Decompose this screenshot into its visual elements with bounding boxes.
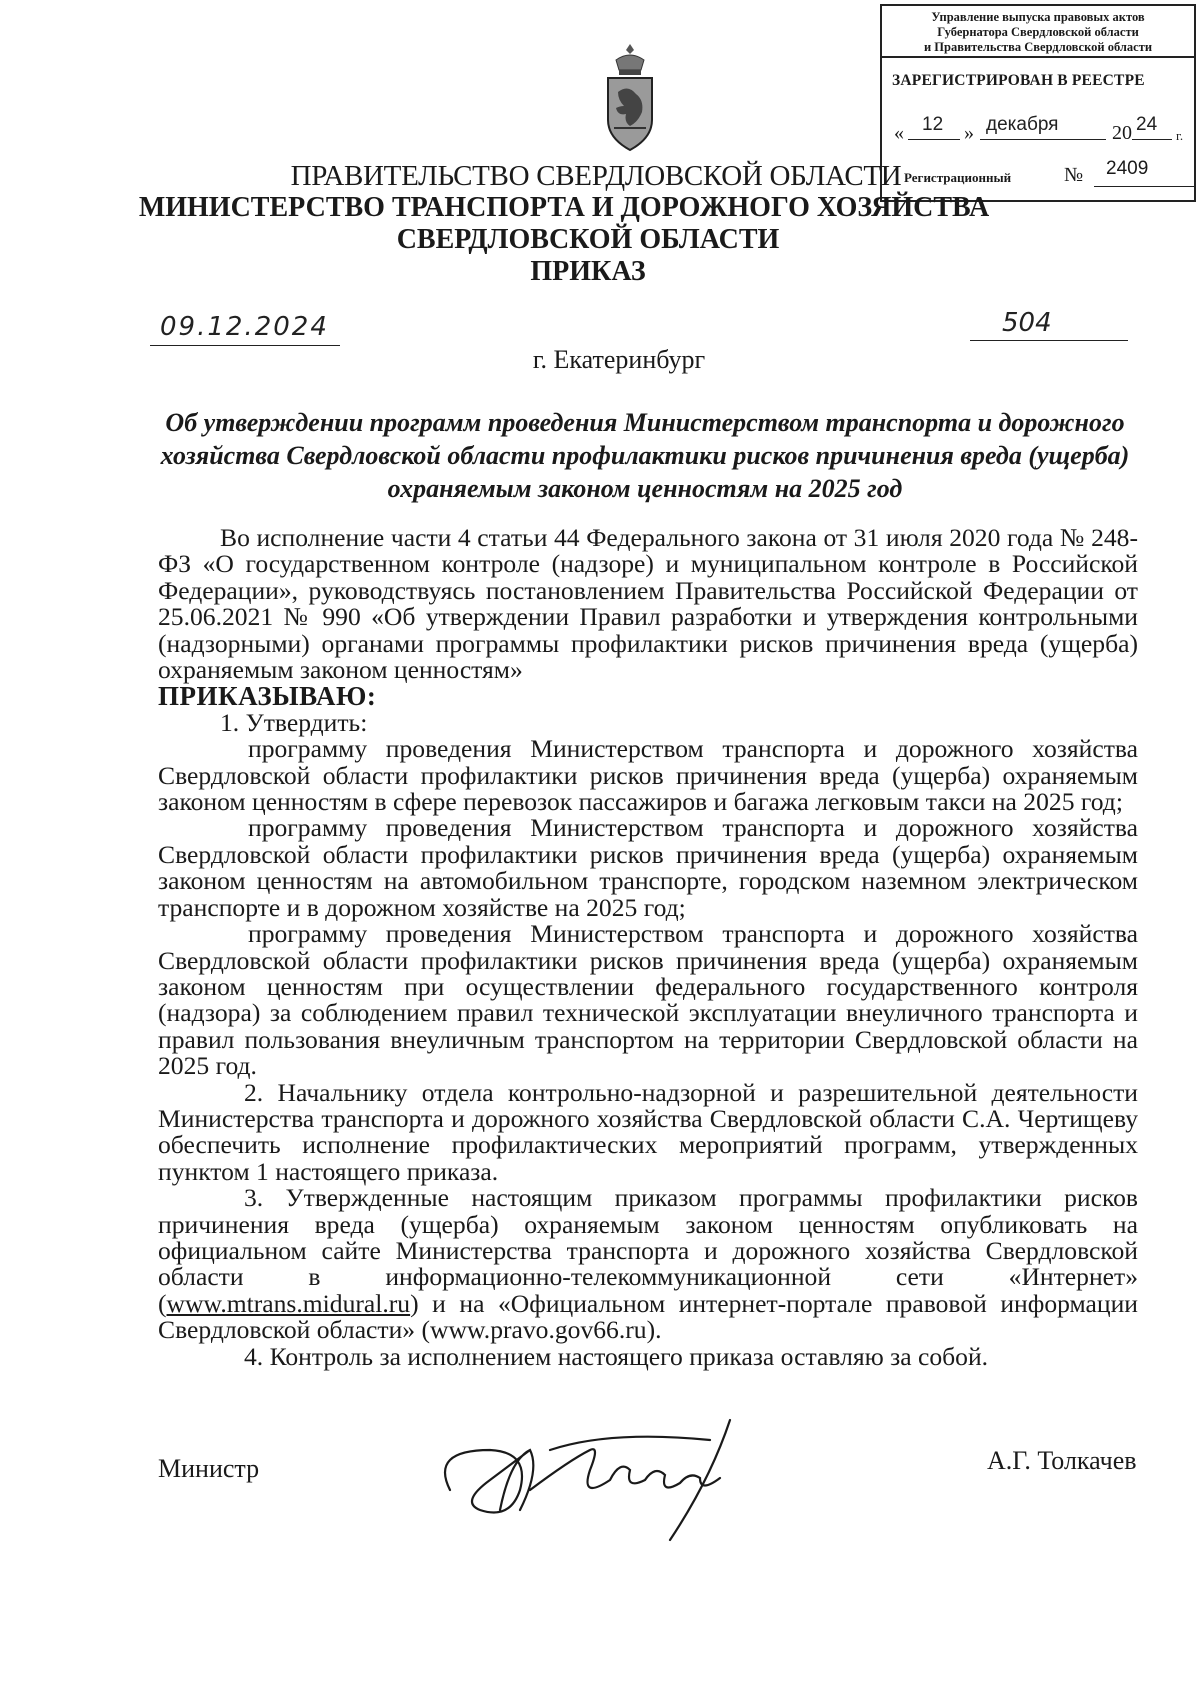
stamp-no-sign: № <box>1064 164 1084 186</box>
ministry-site-link[interactable]: www.mtrans.midural.ru <box>166 1288 411 1318</box>
program-1: программу проведения Министерством транспорта и дорожного хозяйства Свердловской области профилактики рисков причинения вреда (ущерба) охраняемым законом ценностям в сфере перевозок пассажиров и багажа легковым такси на 2025 год; <box>158 734 1138 817</box>
stamp-org-line: Губернатора Свердловской области <box>937 25 1139 39</box>
ministry-name-line1: МИНИСТЕРСТВО ТРАНСПОРТА И ДОРОЖНОГО ХОЗЯЙСТВА <box>138 192 990 223</box>
program-3: программу проведения Министерством транспорта и дорожного хозяйства Свердловской области профилактики рисков причинения вреда (ущерба) охраняемым законом ценностям при осуществлении федерального государственного контроля (надзора) за соблюдением правил технической эксплуатации внеуличного транспорта и правил пользования внеуличным транспортом на территории Свердловской области на 2025 год. <box>158 919 1138 1081</box>
ministry-name-line2: СВЕРДЛОВСКОЙ ОБЛАСТИ <box>396 224 780 255</box>
document-title: Об утверждении программ проведения Министерством транспорта и дорожного хозяйства Свердловской области профилактики рисков причинения вреда (ущерба) охраняемым законом ценностям на 2025 год <box>160 408 1130 503</box>
item-3-text-end: ) и на «Официальном интернет-портале правовой информации Свердловской области» (www.pravo.gov66.ru). <box>158 1288 1138 1345</box>
order-number-underline <box>970 340 1128 341</box>
item-1: 1. Утвердить: <box>220 707 368 737</box>
stamp-reg-value: 2409 <box>1106 158 1149 179</box>
stamp-org-line: Управление выпуска правовых актов <box>931 10 1145 24</box>
signatory-role: Министр <box>158 1454 260 1483</box>
stamp-open-quote: « <box>894 122 904 144</box>
item-2: 2. Начальнику отдела контрольно-надзорной и разрешительной деятельности Министерства транспорта и дорожного хозяйства Свердловской области С.А. Чертищеву обеспечить исполнение профилактических мероприятий программ, утвержденных пунктом 1 настоящего приказа. <box>158 1077 1138 1186</box>
order-date: 09.12.2024 <box>160 312 329 342</box>
item-3-text: 3. Утвержденные настоящим приказом программы профилактики рисков причинения вреда (ущерба) охраняемым законом ценностям опубликовать на официальном сайте Министерства транспорта и дорожного хозяйства Свердловской области в информационно-телекоммуникационной сети «Интернет» ( <box>158 1183 1138 1318</box>
signatory-name: А.Г. Толкачев <box>987 1446 1137 1475</box>
city: г. Екатеринбург <box>532 345 706 374</box>
stamp-org-line: и Правительства Свердловской области <box>923 40 1153 54</box>
stamp-day: 12 <box>922 114 944 135</box>
preamble: Во исполнение части 4 статьи 44 Федерального закона от 31 июля 2020 года № 248-ФЗ «О государственном контроле (надзоре) и муниципальном контроле в Российской Федерации», руководствуясь постановлением Правительства Российской Федерации от 25.06.2021 № 990 «Об утверждении Правил разработки и утверждения контрольными (надзорными) органами программы профилактики рисков причинения вреда (ущерба) охраняемым законом ценностям» <box>158 523 1138 685</box>
stamp-reg-label: Регистрационный <box>904 170 1012 185</box>
stamp-date <box>894 114 1190 144</box>
program-2: программу проведения Министерством транспорта и дорожного хозяйства Свердловской области профилактики рисков причинения вреда (ущерба) охраняемым законом ценностям на автомобильном транспорте, городском наземном электрическом транспорте и в дорожном хозяйстве на 2025 год; <box>158 813 1138 922</box>
item-3 <box>158 1185 1138 1343</box>
stamp-year-unit: г. <box>1176 128 1184 143</box>
document-type: ПРИКАЗ <box>530 256 646 287</box>
order-number: 504 <box>1002 308 1052 338</box>
document-body <box>158 525 1138 1370</box>
stamp-year-prefix: 20 <box>1112 122 1132 144</box>
government-name: ПРАВИТЕЛЬСТВО СВЕРДЛОВСКОЙ ОБЛАСТИ <box>290 160 902 192</box>
stamp-month: декабря <box>986 114 1059 135</box>
order-word: ПРИКАЗЫВАЮ: <box>158 681 377 712</box>
stamp-registered-label: ЗАРЕГИСТРИРОВАН В РЕЕСТРЕ <box>892 72 1145 89</box>
item-4: 4. Контроль за исполнением настоящего приказа оставляю за собой. <box>244 1341 989 1371</box>
signature <box>430 1400 790 1560</box>
stamp-header <box>882 6 1194 58</box>
stamp-year-suffix: 24 <box>1136 114 1158 135</box>
coat-of-arms-icon <box>602 42 658 154</box>
stamp-close-quote: » <box>964 122 974 144</box>
